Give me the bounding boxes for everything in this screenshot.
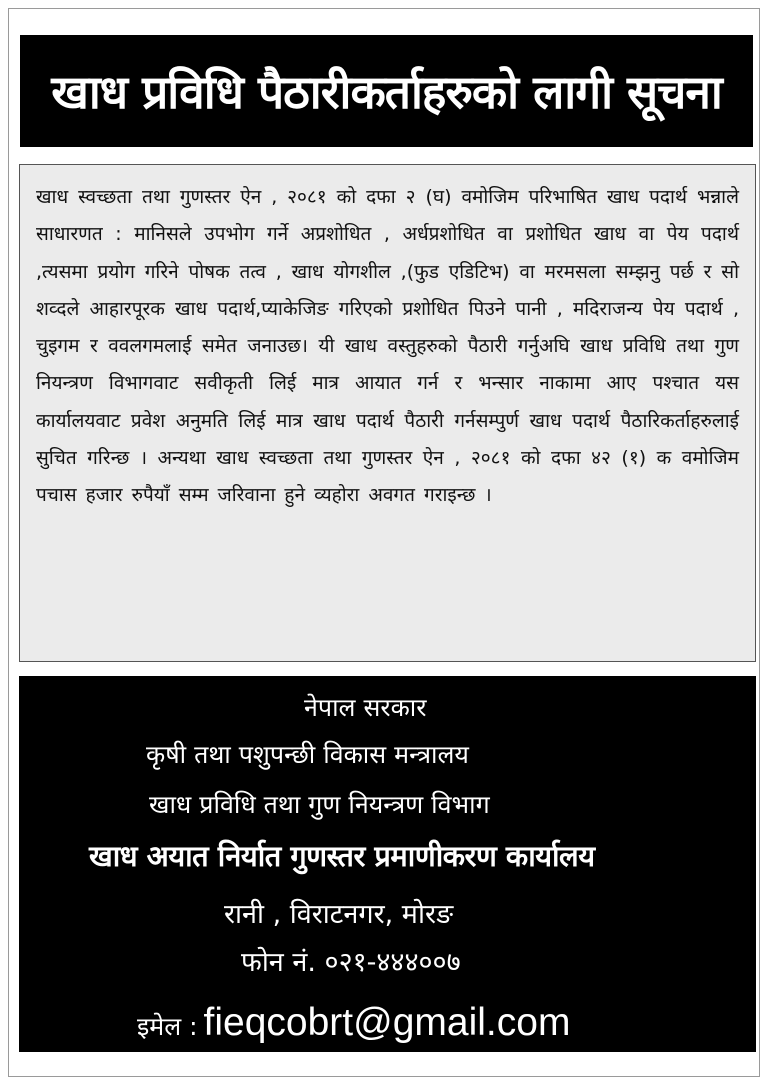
email-address: fieqcobrt@gmail.com: [203, 1001, 571, 1044]
notice-box: [19, 164, 756, 662]
notice-body-text: खाध स्वच्छता तथा गुणस्तर ऐन , २०८१ को दफा २ (घ) वमोजिम परिभाषित खाध पदार्थ भन्नाले साधारणत : मानिसले उपभोग गर्ने अप्रशोधित , अर्धप्रशोधित वा प्रशोधित खाध वा पेय पदार्थ ,त्यसमा प्रयोग गरिने पोषक तत्व , खाध योगशील ,(फुड एडिटिभ) वा मरमसला सम्झनु पर्छ र सो शव्दले आहारपूरक खाध पदार्थ,प्याकेजिङ गरिएको प्रशोधित पिउने पानी , मदिराजन्य पेय पदार्थ , चुइगम र ववलगमलाई समेत जनाउछ। यी खाध वस्तुहरुको पैठारी गर्नुअघि खाध प्रविधि तथा गुण नियन्त्रण विभागवाट सवीकृती लिई मात्र आयात गर्न र भन्सार नाकामा आए पश्चात यस कार्यालयवाट प्रवेश अनुमति लिई मात्र खाध पदार्थ पैठारी गर्नसम्पुर्ण खाध पदार्थ पैठारिकर्ताहरुलाई सुचित गरिन्छ । अन्यथा खाध स्वच्छता तथा गुणस्तर ऐन , २०८१ को दफा ४२ (१) क वमोजिम पचास हजार रुपैयाँ सम्म जरिवाना हुने व्यहोरा अवगत गराइन्छ ।: [36, 186, 739, 507]
department-name: खाध प्रविधि तथा गुण नियन्त्रण विभाग: [149, 790, 490, 819]
office-name: खाध अयात निर्यात गुणस्तर प्रमाणीकरण कार्यालय: [89, 839, 595, 873]
office-address: रानी , विराटनगर, मोरङ: [224, 899, 454, 930]
office-email-row: [137, 1001, 570, 1045]
email-label: इमेल :: [137, 1012, 198, 1041]
notice-headline: खाध प्रविधि पैठारीकर्ताहरुको लागी सूचना: [20, 35, 753, 147]
ministry-name: कृषी तथा पशुपन्छी विकास मन्त्रालय: [146, 740, 469, 769]
office-info-box: [19, 676, 756, 1052]
government-name: नेपाल सरकार: [304, 693, 427, 722]
office-phone: फोन नं. ०२१-४४४००७: [241, 947, 461, 978]
